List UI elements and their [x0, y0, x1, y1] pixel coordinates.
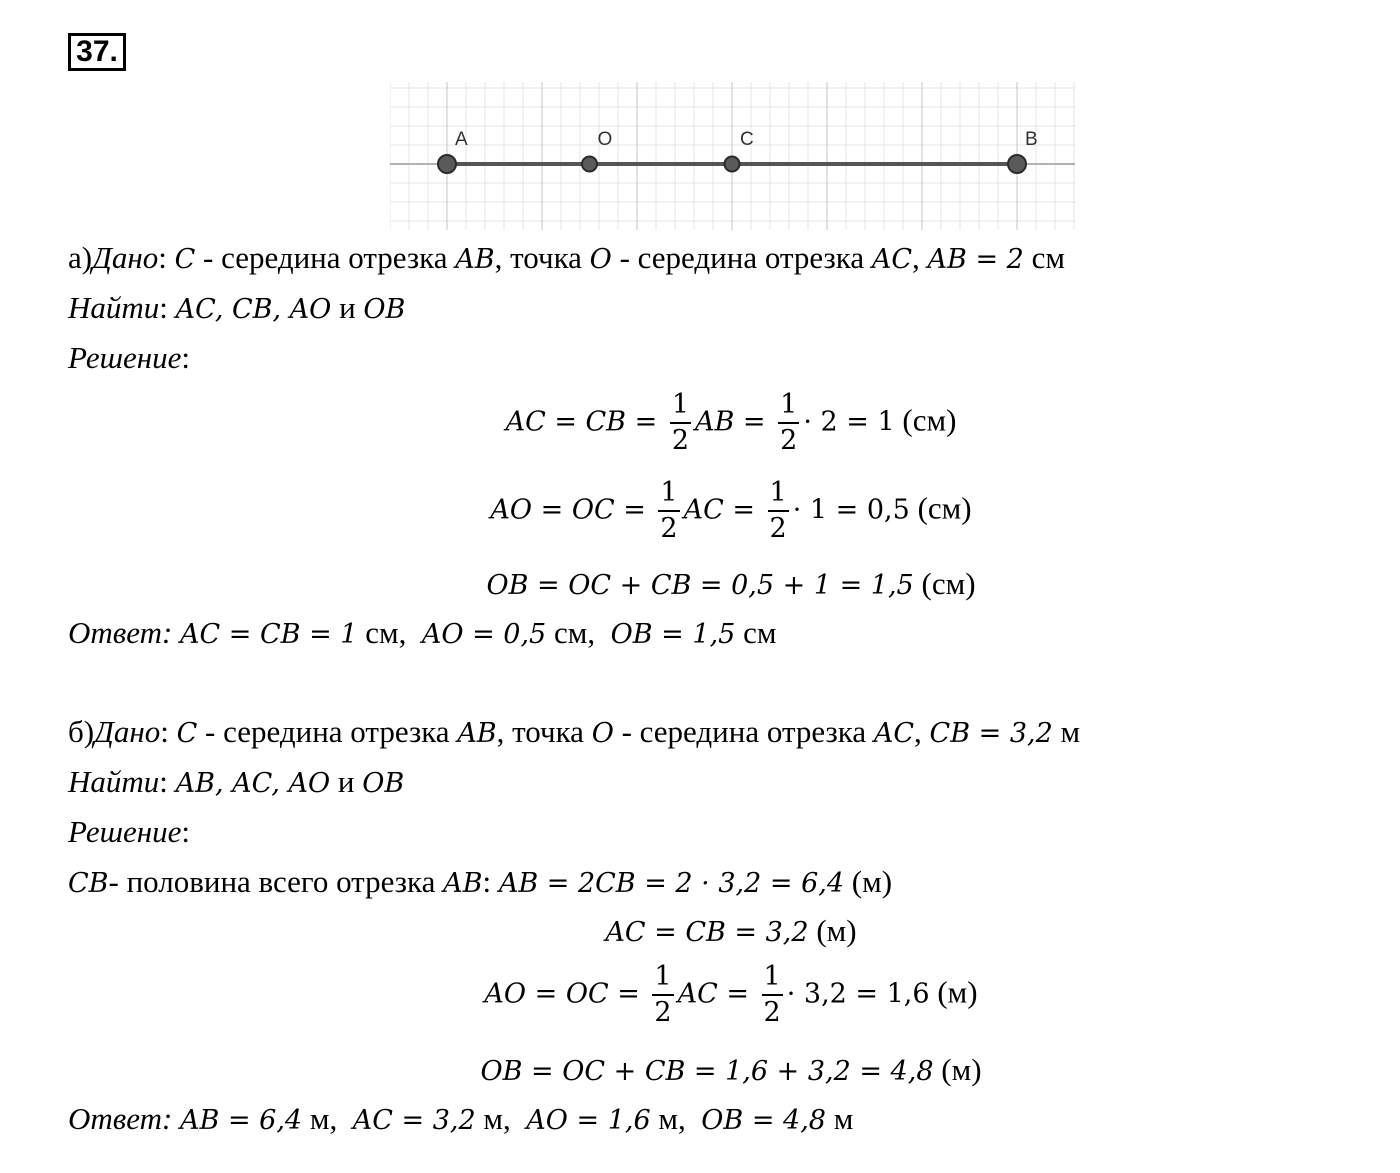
- part-a-solution-label: Решение:: [68, 340, 190, 375]
- var-ac: AC: [871, 244, 913, 275]
- eq-part: · 3,2 = 1,6: [786, 978, 930, 1010]
- given-text: - середина отрезка: [197, 714, 458, 749]
- a-equation-1: [0, 390, 1400, 456]
- find-last: OB: [363, 294, 406, 325]
- given-word: Дано: [94, 714, 161, 749]
- answer-unit: м: [825, 1101, 854, 1136]
- eq-unit: (см): [909, 490, 972, 526]
- and-word: и: [330, 764, 363, 799]
- eq-part: OB = OC + CB = 0,5 + 1 = 1,5: [486, 570, 914, 601]
- part-b-given: б)Дано: C - середина отрезка AB, точка O - середина отрезка AC, CB = 3,2 м: [68, 714, 1081, 749]
- point-label-b: B: [1025, 129, 1038, 150]
- eq-unit: (см): [913, 566, 976, 601]
- given-text: - середина отрезка: [613, 714, 874, 749]
- line-unit: (м): [844, 864, 893, 899]
- point-o: [582, 157, 597, 172]
- var-ab: AB: [455, 244, 495, 275]
- eq-part: AC =: [677, 978, 758, 1010]
- eq-part: AC = CB =: [505, 406, 666, 438]
- given-text: ,: [914, 714, 930, 749]
- a-equation-3: [0, 566, 1400, 602]
- answer-expr: AC = 3,2: [352, 1105, 476, 1136]
- var-c: C: [176, 718, 198, 749]
- find-list: AC, CB, AO: [175, 294, 332, 325]
- answer-expr: AC = CB = 1: [180, 619, 358, 650]
- answer-expr: AO = 1,6: [526, 1105, 651, 1136]
- answer-expr: OB = 4,8: [701, 1105, 826, 1136]
- given-text: - середина отрезка: [195, 240, 456, 275]
- given-text: , точка: [496, 714, 592, 749]
- given-value: CB = 3,2: [929, 718, 1053, 749]
- b-equation-2: [0, 962, 1400, 1028]
- eq-unit: (м): [808, 913, 857, 948]
- given-value: AB = 2: [927, 244, 1024, 275]
- find-last: OB: [362, 768, 405, 799]
- find-list: AB, AC, AO: [175, 768, 331, 799]
- point-label-a: A: [455, 129, 468, 150]
- var-ab: AB: [457, 718, 497, 749]
- fraction: $\frac{1}{2}$: [769, 477, 787, 544]
- point-b: [1008, 155, 1026, 173]
- b-equation-3: [0, 1052, 1400, 1088]
- answer-unit: м,: [650, 1101, 686, 1136]
- var-ac: AC: [873, 718, 915, 749]
- fraction: $\frac{1}{2}$: [654, 961, 672, 1028]
- part-a-answer: [68, 615, 776, 653]
- a-equation-2: [0, 478, 1400, 544]
- eq-part: AB =: [695, 406, 775, 438]
- line-text: - половина всего отрезка: [108, 864, 444, 899]
- point-label-o: O: [597, 129, 613, 150]
- answer-unit: см,: [357, 615, 407, 650]
- and-word: и: [331, 290, 364, 325]
- answer-unit: см,: [546, 615, 596, 650]
- given-text: , точка: [494, 240, 590, 275]
- part-b-find: Найти: AB, AC, AO и OB: [68, 764, 405, 799]
- fraction: $\frac{1}{2}$: [671, 389, 689, 456]
- part-b-prefix: б): [68, 714, 95, 749]
- point-a: [438, 155, 456, 173]
- find-word: Найти: [68, 290, 160, 325]
- answer-expr: AO = 0,5: [421, 619, 547, 650]
- fraction: $\frac{1}{2}$: [763, 961, 781, 1028]
- solution-word: Решение: [68, 340, 182, 375]
- colon: :: [482, 864, 499, 899]
- part-b-answer: [68, 1101, 853, 1139]
- problem-number: 37.: [68, 33, 126, 71]
- var-ab: AB: [443, 868, 483, 899]
- part-a-find: Найти: AC, CB, AO и OB: [68, 290, 406, 325]
- solution-word: Решение: [68, 814, 182, 849]
- eq-unit: (см): [894, 402, 957, 438]
- segment-figure: [390, 82, 1080, 230]
- var-o: O: [589, 244, 612, 275]
- var-cb: CB: [68, 868, 109, 899]
- given-word: Дано: [92, 240, 159, 275]
- part-b-line-1: [68, 864, 892, 902]
- eq-part: AO = OC =: [490, 494, 655, 526]
- part-a-given: а)Дано: C - середина отрезка AB, точка O - середина отрезка AC, AB = 2 см: [68, 240, 1065, 275]
- find-word: Найти: [68, 764, 160, 799]
- eq-unit: (м): [933, 1052, 982, 1087]
- part-b-solution-label: Решение:: [68, 814, 190, 849]
- given-text: - середина отрезка: [611, 240, 872, 275]
- eq-part: AC = CB = 3,2: [605, 917, 809, 948]
- eq-part: OB = OC + CB = 1,6 + 3,2 = 4,8: [480, 1056, 934, 1087]
- given-unit: см: [1023, 240, 1065, 275]
- eq-part: AO = OC =: [484, 978, 649, 1010]
- given-unit: м: [1052, 714, 1081, 749]
- var-o: O: [591, 718, 614, 749]
- answer-word: Ответ:: [68, 615, 173, 650]
- answer-unit: м,: [302, 1101, 338, 1136]
- eq-part: · 1 = 0,5: [792, 494, 910, 526]
- answer-expr: OB = 1,5: [610, 619, 736, 650]
- var-c: C: [174, 244, 196, 275]
- answer-unit: м,: [475, 1101, 511, 1136]
- answer-word: Ответ:: [68, 1101, 173, 1136]
- answer-expr: AB = 6,4: [180, 1105, 303, 1136]
- answer-unit: см: [735, 615, 777, 650]
- part-a-prefix: а): [68, 240, 93, 275]
- given-text: ,: [912, 240, 928, 275]
- eq-part: · 2 = 1: [803, 406, 895, 438]
- fraction: $\frac{1}{2}$: [780, 389, 798, 456]
- eq-part: AC =: [683, 494, 764, 526]
- b-equation-1: [0, 913, 1400, 949]
- point-label-c: C: [740, 129, 754, 150]
- fraction: $\frac{1}{2}$: [660, 477, 678, 544]
- point-c: [725, 157, 740, 172]
- eq-unit: (м): [929, 974, 978, 1010]
- line-expr: AB = 2CB = 2 · 3,2 = 6,4: [498, 868, 845, 899]
